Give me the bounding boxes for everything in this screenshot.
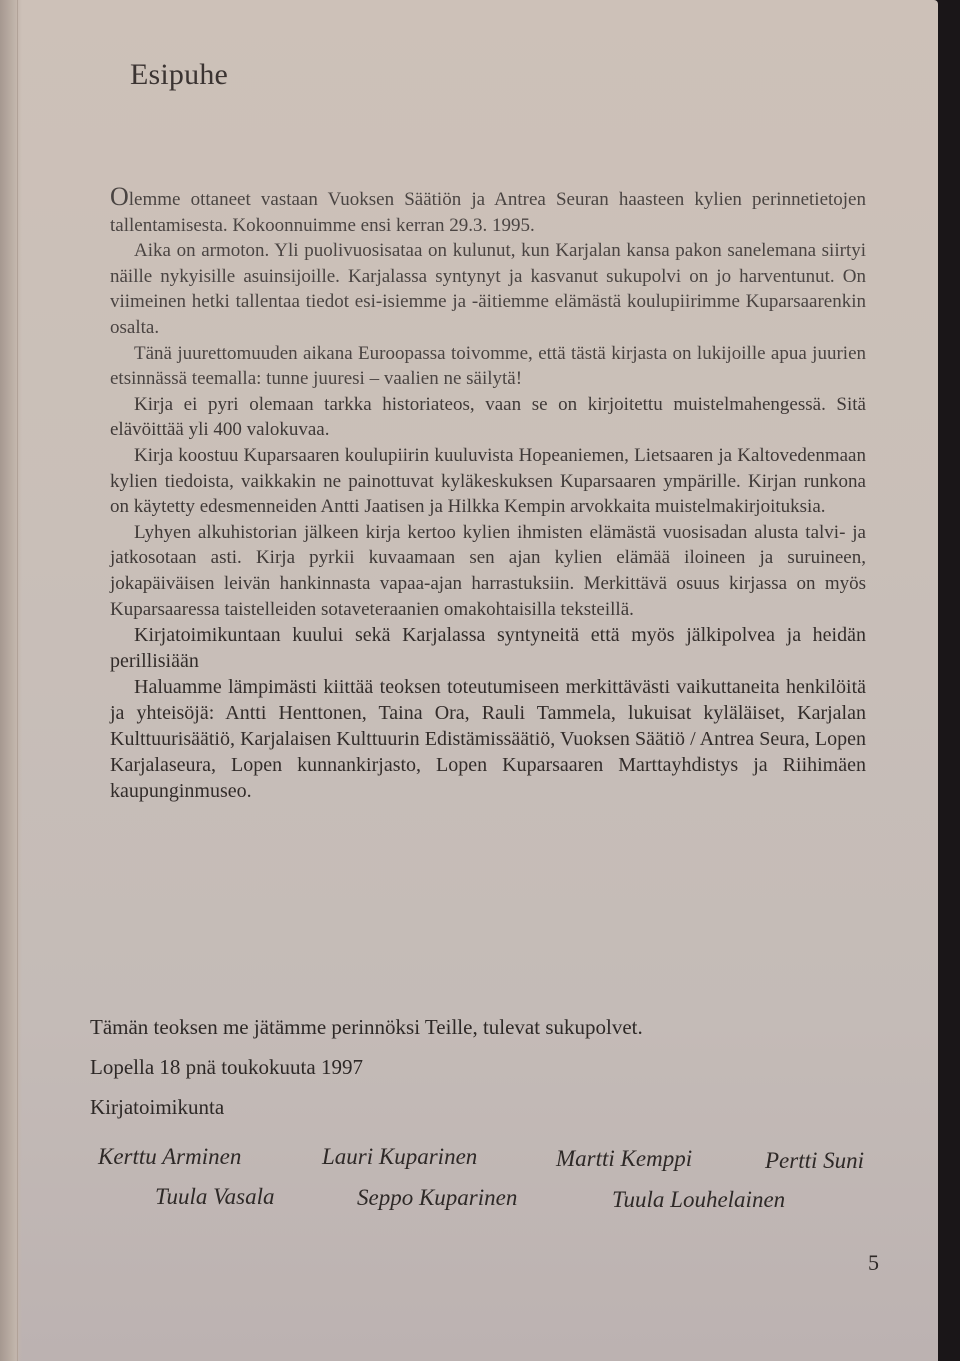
paragraph-4: Kirja ei pyri olemaan tarkka historiateos, vaan se on kirjoitettu muistelmahengessä. Sitä elävöittää yli 400 valokuvaa. (110, 393, 866, 441)
preface-body (110, 184, 866, 804)
page-number: 5 (868, 1250, 879, 1275)
committee-member: Tuula Louhelainen (612, 1187, 786, 1212)
dedication: Tämän teoksen me jätämme perinnöksi Teille, tulevat sukupolvet. (90, 1015, 643, 1039)
committee-member: Pertti Suni (765, 1148, 865, 1173)
signature: Kirjatoimikunta (90, 1095, 225, 1119)
paragraph-5: Kirja koostuu Kuparsaaren koulupiirin kuuluvista Hopeaniemen, Lietsaaren ja Kaltovedenmaan kylien tiedoista, vaikkakin ne painottuvat kyläkeskuksen Kuparsaaren ympärille. Kirjan runkona on käytetty edesmenneiden Antti Jaatisen ja Hilkka Kempin arvokkaita muistelmakirjoituksia. (110, 444, 866, 518)
show-through-text (330, 70, 850, 96)
paragraph-6: Lyhyen alkuhistorian jälkeen kirja kertoo kylien ihmisten elämästä vuosisadan alusta talvi- ja jatkosotaan asti. Kirja pyrkii kuvaamaan sen ajan kylien elämää iloineen ja suruineen, jokapäiväisen leivän hankinnasta vapaa-ajan harrastuksiin. Merkittävä osuus kirjassa on myös Kuparsaaressa taistelleiden sotaveteraanien omakohtaisilla teksteillä. (110, 521, 866, 620)
committee-member: Tuula Vasala (155, 1184, 275, 1209)
spine-edge (17, 0, 18, 1361)
paragraph-3: Tänä juurettomuuden aikana Euroopassa toivomme, että tästä kirjasta on lukijoille apua juurien etsinnässä teemalla: tunne juuresi – vaalien ne säilytä! (110, 342, 866, 390)
spine-shadow (0, 0, 22, 1361)
page-title: Esipuhe (130, 58, 229, 91)
committee-member: Lauri Kuparinen (322, 1144, 478, 1169)
paragraph-1: Olemme ottaneet vastaan Vuoksen Säätiön ja Antrea Seuran haasteen kylien perinnetietojen tallentamisesta. Kokoonnuimme ensi kerran 29.3. 1995. (110, 182, 866, 236)
paragraph-8: Haluamme lämpimästi kiittää teoksen toteutumiseen merkittävästi vaikuttaneita henkilöitä ja yhteisöjä: Antti Henttonen, Taina Ora, Rauli Tammela, lukuisat kyläläiset, Karjalan Kulttuurisäätiö, Karjalaisen Kulttuurin Edistämissäätiö, Vuoksen Säätiö / Antrea Seura, Lopen Karjalaseura, Lopen kunnankirjasto, Lopen Kuparsaaren Marttayhdistys ja Riihimäen kaupunginmuseo. (110, 676, 866, 803)
paragraph-2: Aika on armoton. Yli puolivuosisataa on kulunut, kun Karjalan kansa pakon sanelemana siirtyi näille nykyisille asuinsijoille. Karjalassa syntynyt ja kasvanut sukupolvi on jo harventunut. On viimeinen hetki tallentaa tiedot esi-isiemme ja -äitiemme elämästä koulupiirimme Kuparsaarenkin osalta. (110, 240, 866, 338)
committee-member: Kerttu Arminen (98, 1144, 242, 1169)
paragraph-7: Kirjatoimikuntaan kuului sekä Karjalassa syntyneitä että myös jälkipolvea ja heidän perillisiään (110, 624, 866, 673)
drop-cap: O (110, 182, 129, 211)
committee-member: Martti Kemppi (556, 1146, 693, 1171)
place-date: Lopella 18 pnä toukokuuta 1997 (90, 1055, 363, 1079)
committee-member: Seppo Kuparinen (357, 1185, 518, 1210)
